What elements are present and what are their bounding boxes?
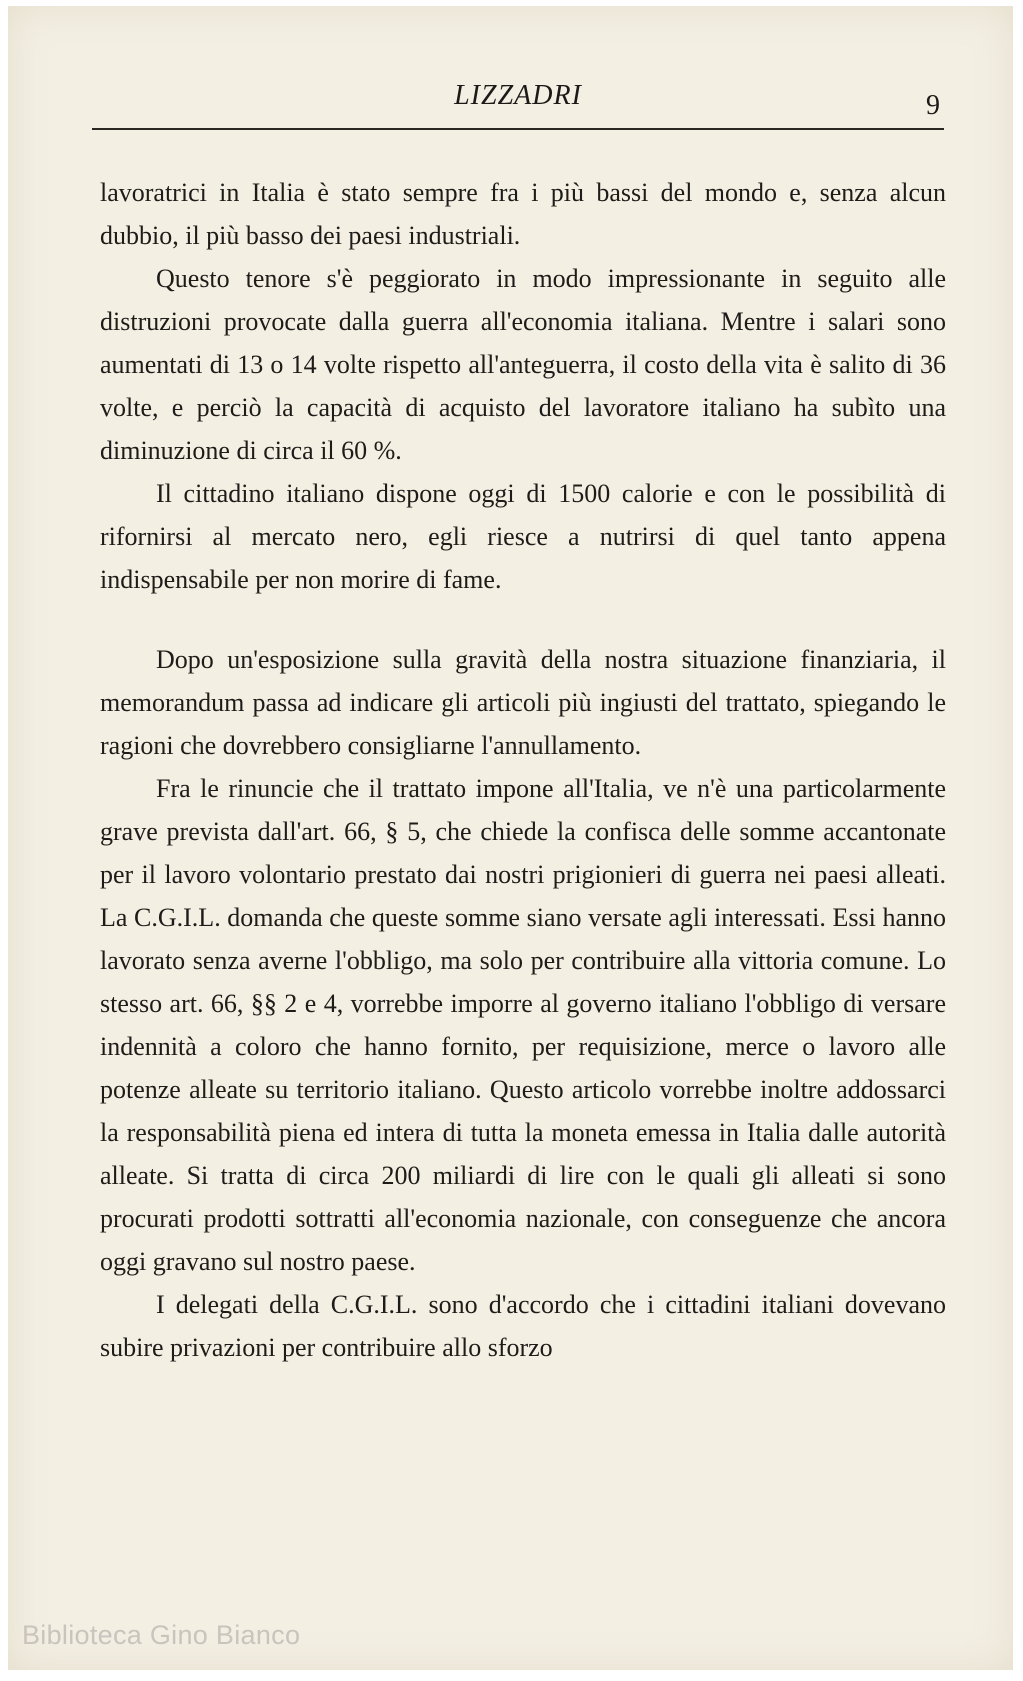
body-text: [100, 171, 946, 1369]
page-header: [92, 80, 944, 126]
book-page: [8, 6, 1013, 1670]
paragraph-6: I delegati della C.G.I.L. sono d'accordo che i cittadini italiani dovevano subire privazioni per contribuire allo sforzo: [100, 1290, 946, 1362]
library-watermark: Biblioteca Gino Bianco: [22, 1620, 301, 1650]
paragraph-3: Il cittadino italiano dispone oggi di 1500 calorie e con le possibilità di rifornirsi al mercato nero, egli riesce a nutrirsi di quel tanto appena indispensabile per non morire di fame.: [100, 479, 946, 594]
page-number: 9: [926, 90, 940, 121]
paragraph-4: Dopo un'esposizione sulla gravità della nostra situazione finanziaria, il memorandum passa ad indicare gli articoli più ingiusti del trattato, spiegando le ragioni che dovrebbero consigliarne l'annullamento.: [100, 645, 946, 760]
running-head: LIZZADRI: [454, 80, 582, 111]
paragraph-1: lavoratrici in Italia è stato sempre fra i più bassi del mondo e, senza alcun dubbio, il più basso dei paesi industriali.: [100, 178, 946, 250]
paragraph-2: Questo tenore s'è peggiorato in modo impressionante in seguito alle distruzioni provocate dalla guerra all'economia italiana. Mentre i salari sono aumentati di 13 o 14 volte rispetto all'anteguerra, il costo della vita è salito di 36 volte, e perciò la capacità di acquisto del lavoratore italiano ha subìto una diminuzione di circa il 60 %.: [100, 264, 946, 465]
paragraph-5: Fra le rinuncie che il trattato impone all'Italia, ve n'è una particolarmente grave prevista dall'art. 66, § 5, che chiede la confisca delle somme accantonate per il lavoro volontario prestato dai nostri prigionieri di guerra nei paesi alleati. La C.G.I.L. domanda che queste somme siano versate agli interessati. Essi hanno lavorato senza averne l'obbligo, ma solo per contribuire alla vittoria comune. Lo stesso art. 66, §§ 2 e 4, vorrebbe imporre al governo italiano l'obbligo di versare indennità a coloro che hanno fornito, per requisizione, merce o lavoro alle potenze alleate su territorio italiano. Questo articolo vorrebbe inoltre addossarci la responsabilità piena ed intera di tutta la moneta emessa in Italia dalle autorità alleate. Si tratta di circa 200 miliardi di lire con le quali gli alleati si sono procurati prodotti sottratti all'economia nazionale, con conseguenze che ancora oggi gravano sul nostro paese.: [100, 774, 946, 1276]
header-rule: [92, 128, 944, 130]
